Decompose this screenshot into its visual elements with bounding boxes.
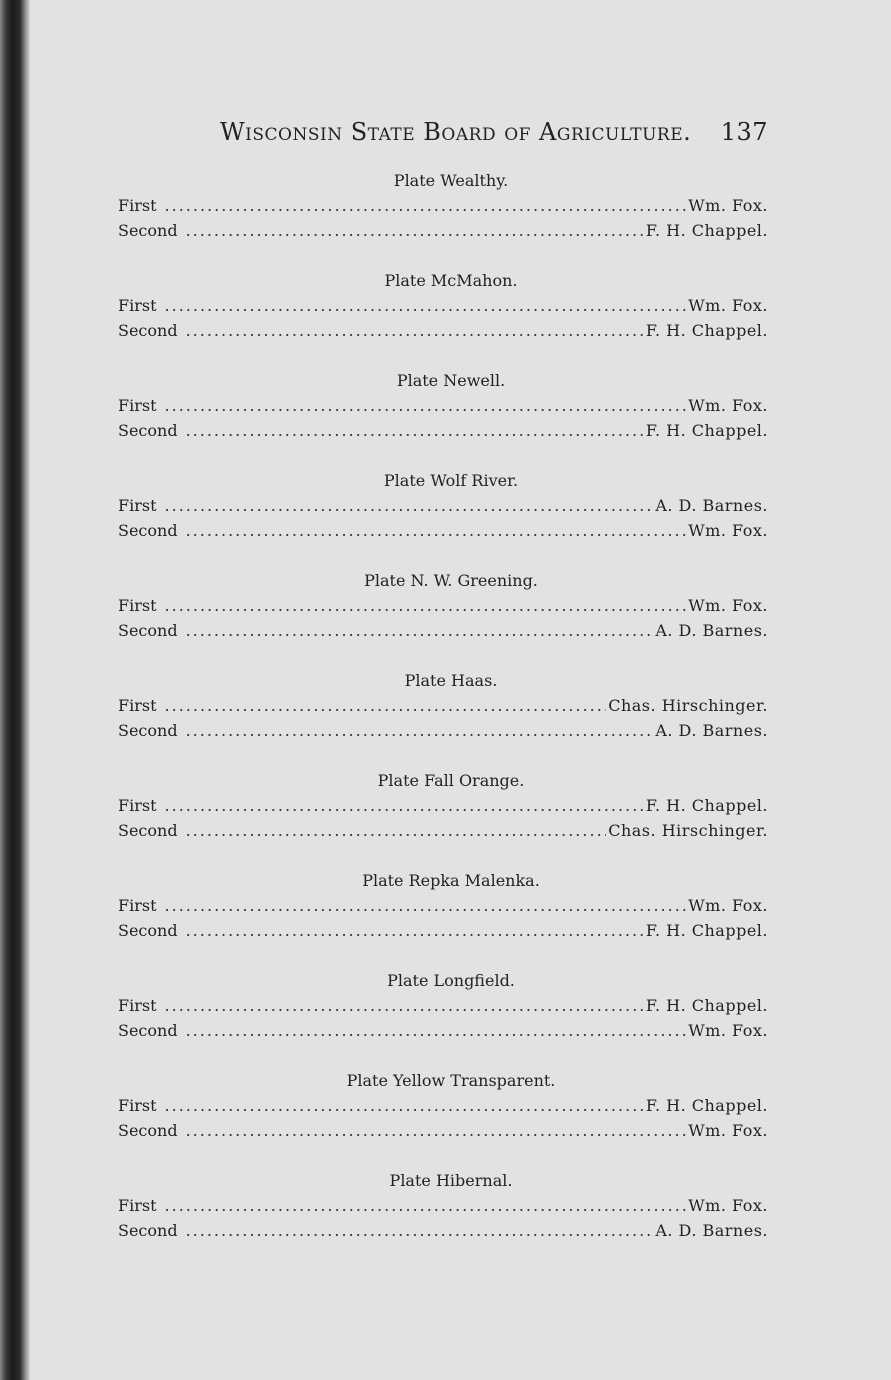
second-label: Second	[118, 621, 178, 640]
second-label: Second	[118, 721, 178, 740]
first-label: First	[118, 396, 157, 415]
second-place-entry	[118, 218, 768, 243]
winner-name: Wm. Fox.	[688, 521, 768, 540]
first-place-entry	[118, 193, 768, 218]
second-label: Second	[118, 1121, 178, 1140]
winner-name: A. D. Barnes.	[655, 621, 768, 640]
second-place-entry	[118, 418, 768, 443]
second-label: Second	[118, 521, 178, 540]
winner-name: Wm. Fox.	[688, 1021, 768, 1040]
book-spine-shadow	[0, 0, 30, 1380]
running-header	[118, 118, 768, 146]
award-section	[118, 268, 768, 343]
second-place-entry	[118, 718, 768, 743]
dot-leader	[186, 518, 687, 543]
dot-leader	[165, 1193, 687, 1218]
page-number: 137	[720, 118, 768, 146]
winner-name: Wm. Fox.	[688, 1121, 768, 1140]
winner-name: Wm. Fox.	[688, 296, 768, 315]
winner-name: A. D. Barnes.	[655, 1221, 768, 1240]
dot-leader	[186, 318, 644, 343]
winner-name: F. H. Chappel.	[645, 1096, 768, 1115]
section-title: Plate Longfield.	[387, 971, 515, 990]
award-section	[118, 668, 768, 743]
second-place-entry	[118, 318, 768, 343]
second-place-entry	[118, 818, 768, 843]
header-title: Wisconsin State Board of Agriculture.	[220, 118, 692, 146]
winner-name: Chas. Hirschinger.	[608, 821, 768, 840]
dot-leader	[186, 1018, 687, 1043]
first-place-entry	[118, 693, 768, 718]
dot-leader	[165, 293, 687, 318]
second-label: Second	[118, 321, 178, 340]
first-place-entry	[118, 493, 768, 518]
dot-leader	[165, 993, 644, 1018]
second-place-entry	[118, 618, 768, 643]
second-place-entry	[118, 1018, 768, 1043]
section-title: Plate Yellow Transparent.	[346, 1071, 556, 1090]
first-place-entry	[118, 293, 768, 318]
dot-leader	[165, 593, 687, 618]
dot-leader	[165, 393, 687, 418]
award-section	[118, 1168, 768, 1243]
winner-name: Wm. Fox.	[688, 196, 768, 215]
dot-leader	[186, 918, 644, 943]
section-title: Plate Wolf River.	[383, 471, 519, 490]
section-title: Plate Newell.	[396, 371, 506, 390]
dot-leader	[165, 493, 654, 518]
award-section	[118, 368, 768, 443]
section-title: Plate Fall Orange.	[377, 771, 525, 790]
first-label: First	[118, 496, 157, 515]
section-title: Plate Haas.	[404, 671, 498, 690]
first-place-entry	[118, 1193, 768, 1218]
first-place-entry	[118, 593, 768, 618]
winner-name: Wm. Fox.	[688, 396, 768, 415]
first-place-entry	[118, 393, 768, 418]
awards-list	[118, 168, 768, 1243]
winner-name: Chas. Hirschinger.	[608, 696, 768, 715]
first-label: First	[118, 896, 157, 915]
dot-leader	[186, 218, 644, 243]
section-title: Plate McMahon.	[384, 271, 518, 290]
award-section	[118, 768, 768, 843]
dot-leader	[165, 893, 687, 918]
second-label: Second	[118, 821, 178, 840]
second-place-entry	[118, 1218, 768, 1243]
section-title: Plate Wealthy.	[393, 171, 509, 190]
second-place-entry	[118, 1118, 768, 1143]
first-label: First	[118, 796, 157, 815]
dot-leader	[186, 818, 607, 843]
dot-leader	[186, 1218, 654, 1243]
winner-name: F. H. Chappel.	[645, 996, 768, 1015]
second-place-entry	[118, 518, 768, 543]
award-section	[118, 468, 768, 543]
first-label: First	[118, 196, 157, 215]
winner-name: A. D. Barnes.	[655, 721, 768, 740]
second-place-entry	[118, 918, 768, 943]
award-section	[118, 568, 768, 643]
winner-name: Wm. Fox.	[688, 1196, 768, 1215]
first-label: First	[118, 296, 157, 315]
award-section	[118, 868, 768, 943]
winner-name: F. H. Chappel.	[645, 421, 768, 440]
award-section	[118, 968, 768, 1043]
award-section	[118, 1068, 768, 1143]
second-label: Second	[118, 221, 178, 240]
first-place-entry	[118, 993, 768, 1018]
first-label: First	[118, 696, 157, 715]
first-place-entry	[118, 893, 768, 918]
dot-leader	[165, 193, 687, 218]
dot-leader	[186, 418, 644, 443]
first-place-entry	[118, 1093, 768, 1118]
dot-leader	[186, 1118, 687, 1143]
dot-leader	[165, 793, 644, 818]
winner-name: Wm. Fox.	[688, 596, 768, 615]
first-place-entry	[118, 793, 768, 818]
winner-name: F. H. Chappel.	[645, 796, 768, 815]
first-label: First	[118, 1096, 157, 1115]
section-title: Plate Hibernal.	[389, 1171, 513, 1190]
dot-leader	[165, 1093, 644, 1118]
section-title: Plate Repka Malenka.	[362, 871, 540, 890]
dot-leader	[165, 693, 607, 718]
section-title: Plate N. W. Greening.	[364, 571, 538, 590]
winner-name: Wm. Fox.	[688, 896, 768, 915]
second-label: Second	[118, 421, 178, 440]
award-section	[118, 168, 768, 243]
second-label: Second	[118, 921, 178, 940]
first-label: First	[118, 996, 157, 1015]
winner-name: A. D. Barnes.	[655, 496, 768, 515]
document-page	[118, 118, 768, 1268]
winner-name: F. H. Chappel.	[645, 321, 768, 340]
first-label: First	[118, 1196, 157, 1215]
winner-name: F. H. Chappel.	[645, 921, 768, 940]
dot-leader	[186, 618, 654, 643]
dot-leader	[186, 718, 654, 743]
second-label: Second	[118, 1021, 178, 1040]
second-label: Second	[118, 1221, 178, 1240]
winner-name: F. H. Chappel.	[645, 221, 768, 240]
first-label: First	[118, 596, 157, 615]
